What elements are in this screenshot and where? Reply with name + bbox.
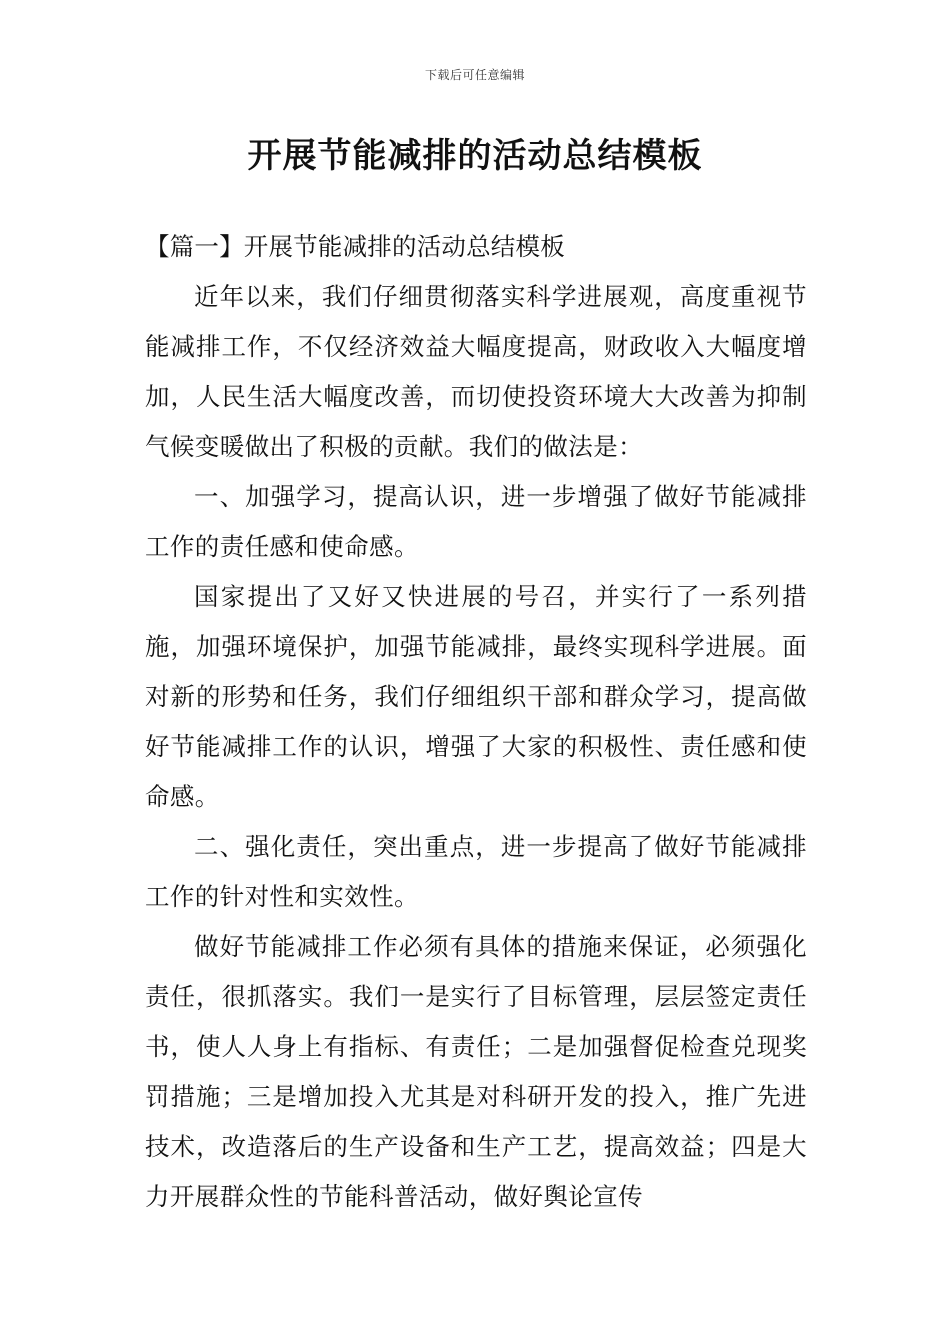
header-note: 下载后可任意编辑 (424, 68, 525, 82)
paragraph-point-two: 二、强化责任，突出重点，进一步提高了做好节能减排工作的针对性和实效性。 (145, 832, 807, 911)
section-heading: 【篇一】开展节能减排的活动总结模板 (145, 232, 565, 261)
paragraph-intro: 近年以来，我们仔细贯彻落实科学进展观，高度重视节能减排工作，不仅经济效益大幅度提高，财政收入大幅度增加，人民生活大幅度改善，而切使投资环境大大改善为抑制气候变暖做出了积极的贡献。我们的做法是： (145, 282, 807, 461)
paragraph-measures: 做好节能减排工作必须有具体的措施来保证，必须强化责任，很抓落实。我们一是实行了目标管理，层层签定责任书，使人人身上有指标、有责任；二是加强督促检查兑现奖罚措施；三是增加投入尤其是对科研开发的投入，推广先进技术，改造落后的生产设备和生产工艺，提高效益；四是大力开展群众性的节能科普活动，做好舆论宣传 (145, 932, 807, 1211)
paragraph-study: 国家提出了又好又快进展的号召，并实行了一系列措施，加强环境保护，加强节能减排，最终实现科学进展。面对新的形势和任务，我们仔细组织干部和群众学习，提高做好节能减排工作的认识，增强了大家的积极性、责任感和使命感。 (145, 582, 807, 811)
paragraph-point-one: 一、加强学习，提高认识，进一步增强了做好节能减排工作的责任感和使命感。 (145, 482, 807, 561)
document-title: 开展节能减排的活动总结模板 (247, 136, 703, 176)
document-body (145, 222, 807, 1222)
